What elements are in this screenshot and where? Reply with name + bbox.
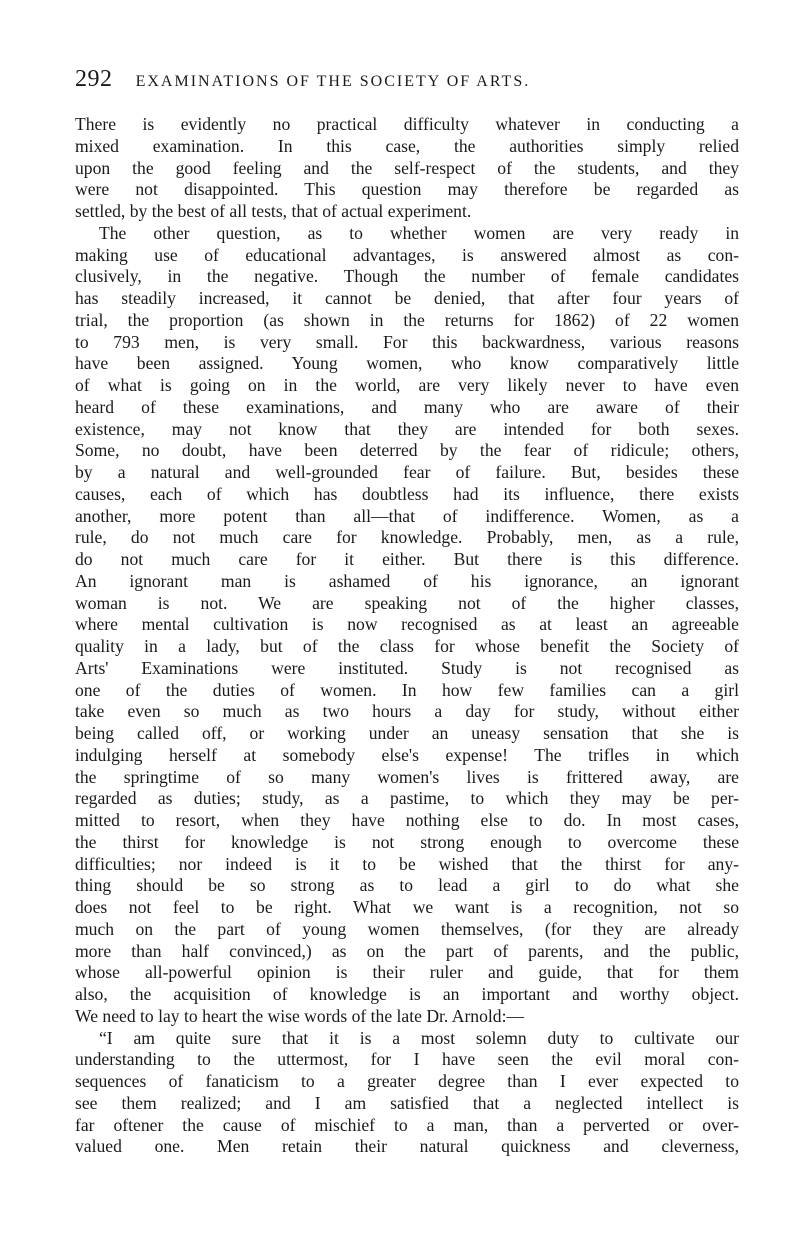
text-line: sequences of fanaticism to a greater degree than I ever expected to	[75, 1071, 739, 1091]
running-head	[75, 66, 735, 96]
text-line: trial, the proportion (as shown in the returns for 1862) of 22 women	[75, 309, 739, 330]
text-line: does not feel to be right. What we want is a recognition, not so	[75, 897, 739, 917]
text-line: see them realized; and I am satisfied that a neglected intellect is	[75, 1092, 739, 1113]
text-line: woman is not. We are speaking not of the higher classes,	[75, 592, 739, 613]
text-line: do not much care for it either. But there is this difference.	[75, 549, 739, 569]
running-title: EXAMINATIONS OF THE SOCIETY OF ARTS.	[135, 73, 531, 90]
text-line: has steadily increased, it cannot be denied, that after four years of	[75, 288, 739, 308]
text-line: There is evidently no practical difficulty whatever in conducting a	[75, 114, 739, 134]
text-line: one of the duties of women. In how few families can a girl	[75, 679, 739, 700]
text-line: understanding to the uttermost, for I have seen the evil moral con-	[75, 1049, 739, 1070]
text-line: making use of educational advantages, is answered almost as con-	[75, 244, 739, 265]
text-line: were not disappointed. This question may therefore be regarded as	[75, 179, 739, 200]
text-line: also, the acquisition of knowledge is an important and worthy object.	[75, 984, 739, 1004]
text-line: have been assigned. Young women, who know comparatively little	[75, 353, 739, 374]
text-line: heard of these examinations, and many who are aware of their	[75, 396, 739, 417]
text-line: by a natural and well-grounded fear of failure. But, besides these	[75, 462, 739, 482]
text-line: take even so much as two hours a day for study, without either	[75, 701, 739, 722]
text-line: far oftener the cause of mischief to a man, than a perverted or over-	[75, 1114, 739, 1135]
text-line: We need to lay to heart the wise words of the late Dr. Arnold:—	[75, 1005, 525, 1026]
text-line: thing should be so strong as to lead a girl to do what she	[75, 875, 739, 896]
text-line: regarded as duties; study, as a pastime, to which they may be per-	[75, 788, 739, 809]
text-line: upon the good feeling and the self-respect of the students, and they	[75, 157, 739, 178]
page-number: 292	[75, 66, 113, 92]
text-line: Arts' Examinations were instituted. Study is not recognised as	[75, 657, 739, 678]
text-line: more than half convinced,) as on the part of parents, and the public,	[75, 940, 739, 961]
text-line: causes, each of which has doubtless had its influence, there exists	[75, 483, 739, 504]
text-line: rule, do not much care for knowledge. Probably, men, as a rule,	[75, 527, 739, 548]
text-line: An ignorant man is ashamed of his ignorance, an ignorant	[75, 570, 739, 591]
text-line: of what is going on in the world, are very likely never to have even	[75, 375, 739, 395]
text-line: Some, no doubt, have been deterred by the fear of ridicule; others,	[75, 440, 739, 461]
text-line: indulging herself at somebody else's expense! The trifles in which	[75, 744, 739, 765]
text-line: The other question, as to whether women are very ready in	[99, 222, 739, 243]
text-line: quality in a lady, but of the class for whose benefit the Society of	[75, 636, 739, 656]
text-line: clusively, in the negative. Though the number of female candidates	[75, 266, 739, 287]
text-line: mitted to resort, when they have nothing else to do. In most cases,	[75, 810, 739, 830]
text-line: much on the part of young women themselves, (for they are already	[75, 918, 739, 939]
text-line: the springtime of so many women's lives is frittered away, are	[75, 766, 739, 787]
text-line: to 793 men, is very small. For this backwardness, various reasons	[75, 331, 739, 352]
text-line: another, more potent than all—that of indifference. Women, as a	[75, 505, 739, 526]
text-line: settled, by the best of all tests, that of actual experiment.	[75, 201, 472, 221]
text-line: where mental cultivation is now recognised as at least an agreeable	[75, 614, 739, 635]
text-line: difficulties; nor indeed is it to be wished that the thirst for any-	[75, 853, 739, 874]
body-text	[75, 114, 739, 1158]
text-line: mixed examination. In this case, the authorities simply relied	[75, 135, 739, 156]
text-line: the thirst for knowledge is not strong enough to overcome these	[75, 831, 739, 852]
text-line: whose all-powerful opinion is their ruler and guide, that for them	[75, 962, 739, 983]
text-line: existence, may not know that they are intended for both sexes.	[75, 418, 739, 439]
text-line: being called off, or working under an uneasy sensation that she is	[75, 723, 739, 743]
text-line: valued one. Men retain their natural quickness and cleverness,	[75, 1136, 739, 1157]
text-line: “I am quite sure that it is a most solemn duty to cultivate our	[99, 1027, 739, 1048]
